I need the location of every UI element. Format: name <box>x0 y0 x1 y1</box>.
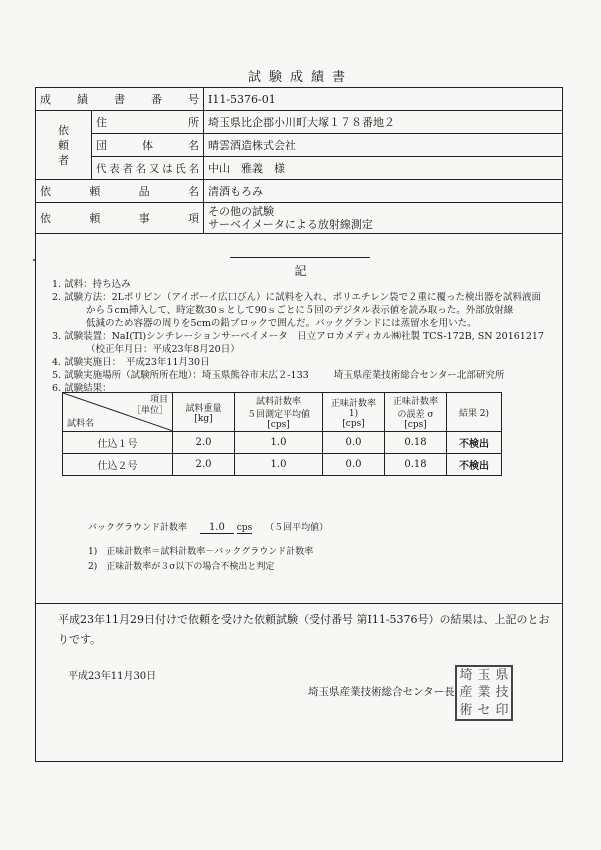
statement-line-1: 平成23年11月29日付けで依頼を受けた依頼試験（受付番号 第I11-5376号）の結果は、上記のとお <box>58 613 550 626</box>
item-1: 1. 試料：持ち込み <box>52 279 131 290</box>
document-title: 試験成績書 <box>247 70 353 85</box>
item-2-line3: 低減のため容器の周りを5cmの鉛ブロックで囲んだ。バックグランドには蒸留水を用いた。 <box>86 318 477 329</box>
row-net-rate: 0.0 <box>323 454 385 476</box>
corner-item-label: 項目 <box>149 395 168 405</box>
item-4: 4. 試験実施日： 平成23年11月30日 <box>52 357 210 368</box>
col-header-net-rate: 正味計数率 1) [cps] <box>323 393 385 432</box>
background-rate-value: 1.0 <box>200 522 234 534</box>
table-row <box>63 454 502 476</box>
col-header-weight: 試料重量 [kg] <box>173 393 235 432</box>
background-rate-note: （５回平均値） <box>265 523 329 533</box>
row-sample-name: 仕込２号 <box>63 454 173 476</box>
row-sample-name: 仕込１号 <box>63 432 173 454</box>
results-corner-cell <box>63 393 173 432</box>
report-number-value: I11-5376-01 <box>204 88 563 111</box>
request-value: その他の試験 サーベイメータによる放射線測定 <box>204 203 563 234</box>
item-2-line1: 2. 試験方法：2Lポリビン（アイボーイ広口びん）に試料を入れ、ポリエチレン袋で２重に覆った検出器を試料液面 <box>52 292 542 303</box>
official-seal: 埼 玉 県 産 業 技 術 セ 印 <box>455 665 513 721</box>
item-name-label: 依頼品名 <box>40 185 199 198</box>
ki-divider <box>230 257 370 258</box>
row-net-error: 0.18 <box>385 454 447 476</box>
representative-value: 中山 雅義 様 <box>204 157 563 180</box>
statement <box>58 610 558 650</box>
header-table <box>35 87 563 234</box>
row-net-rate: 0.0 <box>323 432 385 454</box>
item-6: 6. 試験結果： <box>52 383 112 394</box>
background-rate-unit: cps <box>236 523 253 533</box>
table-row <box>63 432 502 454</box>
item-5-location: 5. 試験実施場所（試験所所在地）：埼玉県熊谷市末広２-133 <box>52 370 309 381</box>
note-2: 2) 正味計数率が３σ以下の場合不検出と判定 <box>88 562 275 572</box>
ki-heading: 記 <box>294 264 307 278</box>
background-rate-label: バックグラウンド計数率 <box>88 523 188 533</box>
item-5-facility: 埼玉県産業技術総合センター北部研究所 <box>333 370 505 381</box>
row-weight: 2.0 <box>173 432 235 454</box>
col-header-net-error: 正味計数率 の誤差 σ [cps] <box>385 393 447 432</box>
corner-sample-label: 試料名 <box>67 419 95 429</box>
row-sample-rate: 1.0 <box>235 432 323 454</box>
report-number-label: 成績書番号 <box>40 93 199 106</box>
background-rate-line <box>88 520 328 534</box>
col-header-sample-rate: 試料計数率 ５回測定平均値 [cps] <box>235 393 323 432</box>
corner-unit-label: ［単位］ <box>131 406 168 416</box>
note-1: 1) 正味計数率＝試料計数率－バックグラウンド計数率 <box>88 547 314 557</box>
item-3-line2: （校正年月日：平成23年8月20日） <box>86 344 240 355</box>
results-table <box>62 392 502 476</box>
representative-label: 代表者名又は氏名 <box>96 162 199 175</box>
item-3-line1: 3. 試験装置：NaI(Tl)シンチレーションサーベイメータ 日立アロカメディカル㈱社製 TCS-172B, SN 20161217 <box>52 331 544 342</box>
speck <box>33 259 35 261</box>
item-name-value: 清酒もろみ <box>204 180 563 203</box>
row-weight: 2.0 <box>173 454 235 476</box>
address-label: 住所 <box>96 116 199 129</box>
organization-value: 晴雲酒造株式会社 <box>204 134 563 157</box>
row-result: 不検出 <box>447 454 502 476</box>
row-sample-rate: 1.0 <box>235 454 323 476</box>
statement-line-2: りです。 <box>58 633 102 646</box>
statement-divider <box>35 603 563 604</box>
notes <box>88 545 313 575</box>
requester-label: 依 頼 者 <box>36 111 92 180</box>
row-result: 不検出 <box>447 432 502 454</box>
request-label: 依頼事項 <box>40 212 199 225</box>
issue-date: 平成23年11月30日 <box>68 671 157 682</box>
row-net-error: 0.18 <box>385 432 447 454</box>
organization-label: 団体名 <box>96 139 199 152</box>
col-header-result: 結果 2) <box>447 393 502 432</box>
issuer-name: 埼玉県産業技術総合センター長 <box>308 686 455 698</box>
item-2-line2: から５cm挿入して、時定数30ｓとして90ｓごとに５回のデジタル表示値を読み取った。外部放射線 <box>86 305 514 316</box>
address-value: 埼玉県比企郡小川町大塚１７８番地２ <box>204 111 563 134</box>
items-section <box>52 278 557 395</box>
